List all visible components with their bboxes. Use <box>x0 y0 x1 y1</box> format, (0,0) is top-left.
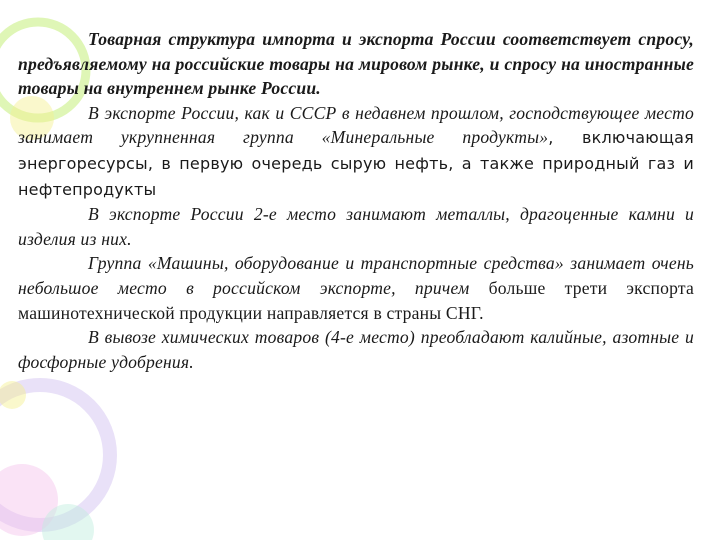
energy-resources-text: , включающая энергоресурсы, в первую очередь сырую нефть, а также природный газ и нефтепродукты <box>18 128 694 199</box>
paragraph-metals <box>18 202 694 251</box>
paragraph-intro <box>18 27 694 101</box>
chemicals-text: В вывозе химических товаров (4-е место) преобладают калийные, азотные и фосфорные удобрения. <box>18 327 694 372</box>
mineral-products-text: В экспорте России, как и СССР в недавнем прошлом, господствующее место занимает укрупненная группа «Минеральные продукты» <box>18 102 694 148</box>
paragraph-chemicals <box>18 325 694 374</box>
metals-text: В экспорте России 2-е место занимают металлы, драгоценные камни и изделия из них. <box>18 204 694 249</box>
paragraph-mineral-products <box>18 101 694 202</box>
slide-text <box>18 27 694 374</box>
cis-export-text: больше трети экспорта машинотехнической продукции направляется в страны СНГ. <box>18 277 694 323</box>
intro-text: Товарная структура импорта и экспорта России соответствует спросу, предъявляемому на российские товары на мировом рынке, и спросу на иностранные товары на внутреннем рынке России. <box>18 29 694 99</box>
paragraph-machinery <box>18 251 694 325</box>
machinery-text: Группа «Машины, оборудование и транспортные средства» занимает очень небольшое место в российском экспорте, причем <box>18 253 694 298</box>
